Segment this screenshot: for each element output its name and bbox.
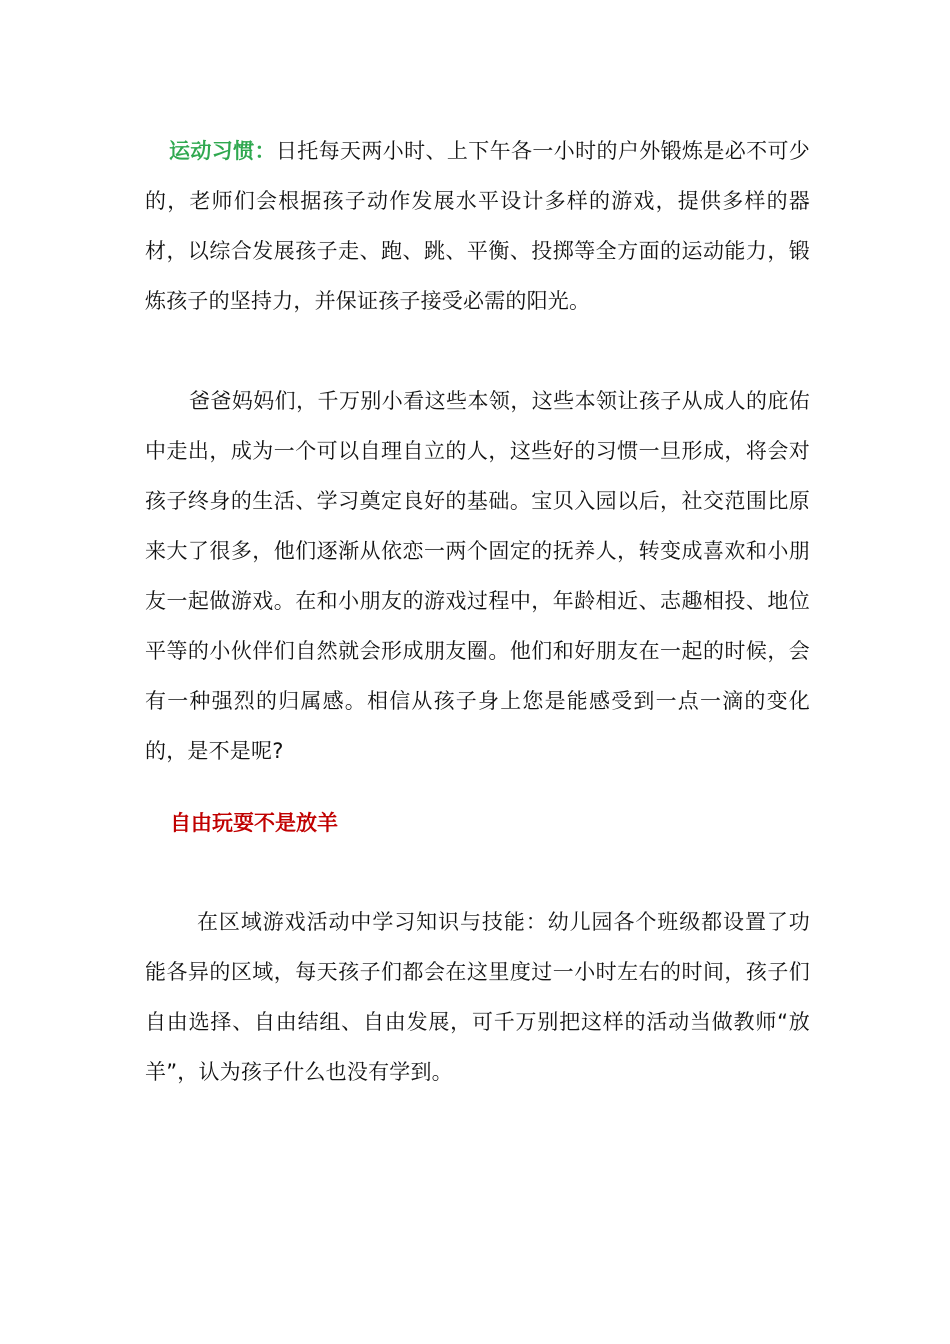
paragraph-parents: 爸爸妈妈们，千万别小看这些本领，这些本领让孩子从成人的庇佑中走出，成为一个可以自理自立的人，这些好的习惯一旦形成，将会对孩子终身的生活、学习奠定良好的基础。宝贝入园以后，社交范围比原来大了很多，他们逐渐从依恋一两个固定的抚养人，转变成喜欢和小朋友一起做游戏。在和小朋友的游戏过程中，年龄相近、志趣相投、地位平等的小伙伴们自然就会形成朋友圈。他们和好朋友在一起的时候，会有一种强烈的归属感。相信从孩子身上您是能感受到一点一滴的变化的，是不是呢? xyxy=(145,389,810,763)
exercise-habits-text: 日托每天两小时、上下午各一小时的户外锻炼是必不可少的，老师们会根据孩子动作发展水平设计多样的游戏，提供多样的器材，以综合发展孩子走、跑、跳、平衡、投掷等全方面的运动能力，锻炼孩子的坚持力，并保证孩子接受必需的阳光。 xyxy=(145,139,811,313)
exercise-habits-label: 运动习惯： xyxy=(169,139,276,163)
section-heading-free-play: 自由玩耍不是放羊 xyxy=(170,811,338,835)
paragraph-area-games: 在区域游戏活动中学习知识与技能：幼儿园各个班级都设置了功能各异的区域，每天孩子们都会在这里度过一小时左右的时间，孩子们自由选择、自由结组、自由发展，可千万别把这样的活动当做教师“放羊”，认为孩子什么也没有学到。 xyxy=(145,910,810,1084)
paragraph-exercise-habits xyxy=(145,126,810,326)
